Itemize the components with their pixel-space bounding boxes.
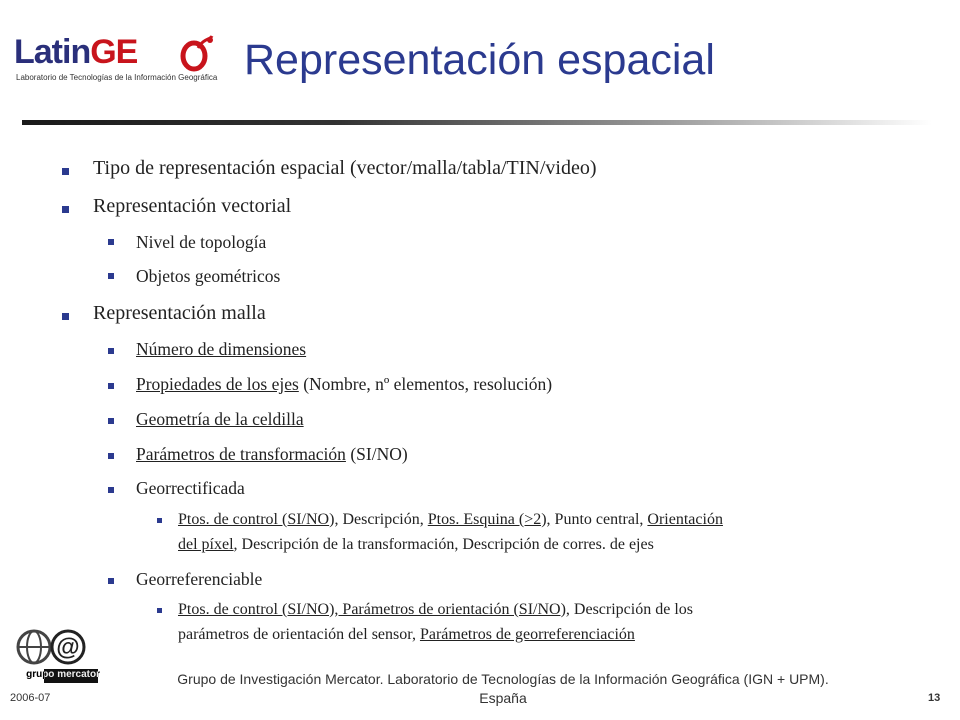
- plain-text: Punto central,: [550, 511, 648, 528]
- bullet-square-icon: [157, 518, 162, 523]
- underlined-text: del píxel: [178, 536, 234, 553]
- list-item: Número de dimensiones: [136, 339, 307, 359]
- footer-text: [118, 670, 888, 708]
- title-divider: [22, 120, 932, 125]
- underlined-text: Ptos. de control (SI/NO), Parámetros de orientación (SI/NO),: [178, 601, 570, 618]
- list-item: [178, 509, 723, 530]
- footer-line-1: Grupo de Investigación Mercator. Laboratorio de Tecnologías de la Información Geográfica (IGN + UPM).: [177, 671, 829, 687]
- slide-title: Representación espacial: [244, 36, 715, 84]
- bullet-square-icon: [108, 383, 114, 389]
- list-item: [136, 373, 552, 395]
- svg-text:@: @: [56, 634, 80, 661]
- plain-text: (Nombre, nº elementos, resolución): [298, 374, 553, 394]
- footer-line-2: España: [479, 690, 527, 706]
- bullet-square-icon: [62, 168, 69, 175]
- plain-text: (SI/NO): [345, 444, 408, 464]
- list-item: Georreferenciable: [136, 569, 263, 589]
- list-item: Georrectificada: [136, 478, 245, 498]
- underlined-text: Parámetros de georreferenciación: [419, 626, 635, 643]
- bullet-square-icon: [108, 453, 114, 459]
- list-item: Representación malla: [93, 302, 266, 324]
- plain-text: ), Descripción,: [329, 511, 428, 528]
- bullet-square-icon: [157, 608, 162, 613]
- list-item: Objetos geométricos: [136, 266, 281, 286]
- footer-logo-text: grupo mercator: [26, 669, 100, 680]
- logo-globe-icon: [180, 34, 214, 74]
- list-item: Representación vectorial: [93, 195, 292, 217]
- underlined-text: Ptos. de control (SI/NO: [178, 511, 330, 528]
- bullet-square-icon: [108, 418, 114, 424]
- underlined-text: Parámetros de transformación: [136, 444, 346, 464]
- page-number: 13: [928, 692, 941, 704]
- bullet-square-icon: [108, 487, 114, 493]
- bullet-square-icon: [108, 239, 114, 245]
- underlined-text: Ptos. Esquina (>2),: [427, 511, 551, 528]
- logo-subtitle: Laboratorio de Tecnologías de la Información Geográfica: [16, 73, 218, 82]
- footer-date: 2006-07: [10, 692, 51, 704]
- plain-text: parámetros de orientación del sensor,: [178, 626, 420, 643]
- list-item: [178, 599, 693, 620]
- list-item: [136, 443, 408, 465]
- logo-wordmark: [14, 32, 137, 72]
- bullet-square-icon: [108, 273, 114, 279]
- latingeo-logo: [12, 32, 218, 92]
- list-item-continuation: [178, 624, 635, 645]
- underlined-text: Propiedades de los ejes: [136, 374, 299, 394]
- bullet-square-icon: [108, 348, 114, 354]
- list-item-continuation: [178, 534, 654, 555]
- logo-word-latin: Latin: [14, 33, 91, 71]
- logo-word-geo: GE: [90, 33, 138, 71]
- list-item: Nivel de topología: [136, 232, 267, 252]
- bullet-square-icon: [62, 206, 69, 213]
- plain-text: Descripción de los: [569, 601, 693, 618]
- list-item: Tipo de representación espacial (vector/malla/tabla/TIN/video): [93, 157, 597, 179]
- underlined-text: Orientación: [647, 511, 723, 528]
- plain-text: , Descripción de la transformación, Descripción de corres. de ejes: [233, 536, 654, 553]
- bullet-square-icon: [108, 578, 114, 584]
- list-item: Geometría de la celdilla: [136, 409, 304, 429]
- bullet-square-icon: [62, 313, 69, 320]
